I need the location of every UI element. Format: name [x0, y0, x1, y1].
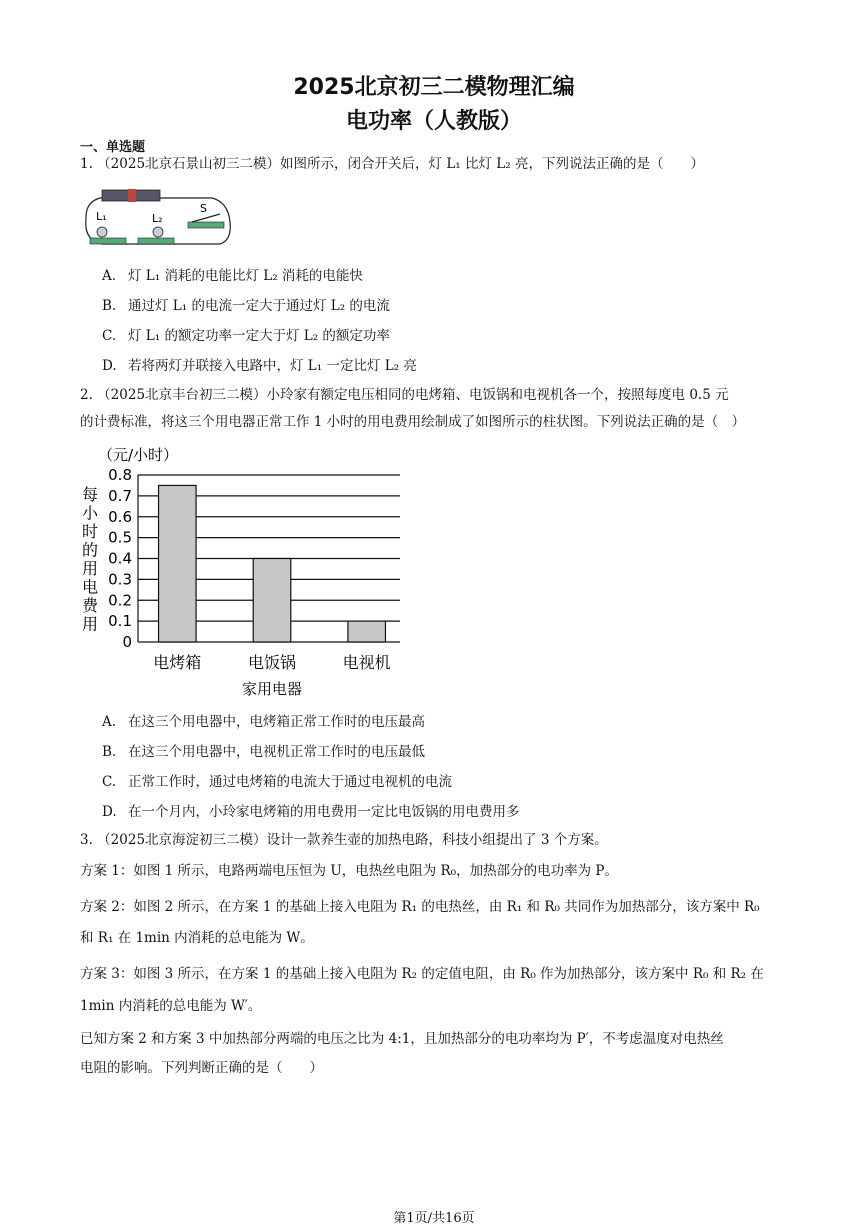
lamp-base-icon	[138, 238, 174, 244]
section-heading: 一、单选题	[80, 140, 146, 155]
q1-option-a: A. 灯 L₁ 消耗的电能比灯 L₂ 消耗的电能快	[102, 268, 363, 284]
question-1-stem: 1. （2025北京石景山初三二模）如图所示，闭合开关后，灯 L₁ 比灯 L₂ 亮，下列说法正确的是（ ）	[80, 156, 704, 172]
switch-base-icon	[188, 222, 224, 228]
circuit-figure	[80, 182, 240, 252]
chart-y-axis-label-char: 电	[81, 577, 99, 597]
label-s: S	[200, 202, 207, 215]
q2-option-c: C. 正常工作时，通过电烤箱的电流大于通过电视机的电流	[102, 774, 452, 790]
chart-y-axis-label-char: 小	[81, 503, 99, 523]
chart-unit-label: （元/小时）	[98, 446, 179, 464]
lamp-l1-icon	[97, 227, 107, 237]
q1-option-c: C. 灯 L₁ 的额定功率一定大于灯 L₂ 的额定功率	[102, 328, 390, 344]
chart-y-tick-label: 0.6	[108, 507, 132, 526]
lamp-base-icon	[90, 238, 126, 244]
chart-y-tick-label: 0.8	[108, 466, 132, 484]
plan-3-line1: 方案 3：如图 3 所示，在方案 1 的基础上接入电阻为 R₂ 的定值电阻，由 R₀ 作为加热部分，该方案中 R₀ 和 R₂ 在	[80, 966, 764, 982]
chart-y-axis-label-char: 费	[81, 596, 99, 615]
chart-y-axis-label-char: 用	[81, 559, 99, 578]
plan-2-line2: 和 R₁ 在 1min 内消耗的总电能为 W。	[80, 930, 314, 946]
chart-bar	[253, 559, 291, 643]
chart-y-axis-label-char: 用	[81, 614, 99, 634]
chart-bar	[159, 485, 197, 642]
plan-2-line1: 方案 2：如图 2 所示，在方案 1 的基础上接入电阻为 R₁ 的电热丝，由 R₁ 和 R₀ 共同作为加热部分，该方案中 R₀	[80, 899, 760, 915]
page-subtitle: 电功率（人教版）	[345, 109, 522, 134]
chart-x-tick-label: 电视机	[342, 653, 391, 672]
chart-y-tick-label: 0.7	[108, 486, 132, 505]
page-title: 2025北京初三二模物理汇编	[293, 75, 575, 100]
q2-option-d: D. 在一个月内，小玲家电烤箱的用电费用一定比电饭锅的用电费用多	[102, 804, 520, 820]
question-3-stem: 3. （2025北京海淀初三二模）设计一款养生壶的加热电路，科技小组提出了 3 个方案。	[80, 832, 608, 848]
chart-x-tick-label: 电饭锅	[247, 653, 297, 672]
plan-1-text: 方案 1：如图 1 所示，电路两端电压恒为 U，电热丝电阻为 R₀，加热部分的电功率为 P。	[80, 863, 618, 879]
chart-bar	[348, 621, 386, 642]
chart-y-axis-label	[82, 485, 99, 634]
label-l2: L₂	[152, 212, 163, 225]
condition-line2: 电阻的影响。下列判断正确的是（ ）	[80, 1060, 323, 1076]
chart-y-tick-label: 0.5	[108, 528, 132, 547]
q1-option-d: D. 若将两灯并联接入电路中，灯 L₁ 一定比灯 L₂ 亮	[102, 358, 417, 374]
switch-lever-icon	[192, 214, 220, 222]
battery-cell-icon	[128, 189, 136, 202]
label-l1: L₁	[96, 210, 107, 223]
chart-y-axis-label-char: 每	[81, 485, 99, 504]
q2-option-a: A. 在这三个用电器中，电烤箱正常工作时的电压最高	[102, 714, 425, 730]
chart-y-axis-label-char: 的	[81, 540, 99, 560]
plan-3-line2: 1min 内消耗的总电能为 W′。	[80, 998, 262, 1014]
q2-option-b: B. 在这三个用电器中，电视机正常工作时的电压最低	[102, 744, 425, 760]
bar-chart	[80, 438, 400, 700]
chart-y-tick-label: 0.2	[108, 591, 132, 610]
chart-y-tick-label: 0.1	[108, 612, 132, 631]
q1-option-b: B. 通过灯 L₁ 的电流一定大于通过灯 L₂ 的电流	[102, 298, 390, 314]
chart-y-axis-label-char: 时	[81, 522, 99, 541]
chart-y-tick-label: 0.3	[108, 570, 132, 589]
chart-y-tick-label: 0	[122, 633, 132, 651]
lamp-l2-icon	[153, 227, 163, 237]
chart-y-tick-label: 0.4	[108, 549, 132, 568]
condition-line1: 已知方案 2 和方案 3 中加热部分两端的电压之比为 4:1，且加热部分的电功率均为 P′，不考虑温度对电热丝	[80, 1031, 724, 1047]
chart-x-tick-label: 电烤箱	[153, 653, 202, 672]
chart-x-axis-label: 家用电器	[241, 680, 303, 698]
page-footer: 第1页/共16页	[393, 1211, 475, 1226]
question-2-stem-line1: 2. （2025北京丰台初三二模）小玲家有额定电压相同的电烤箱、电饭锅和电视机各一个，按照每度电 0.5 元	[80, 387, 729, 403]
question-2-stem-line2: 的计费标准，将这三个用电器正常工作 1 小时的用电费用绘制成了如图所示的柱状图。下列说法正确的是（ ）	[80, 414, 746, 430]
